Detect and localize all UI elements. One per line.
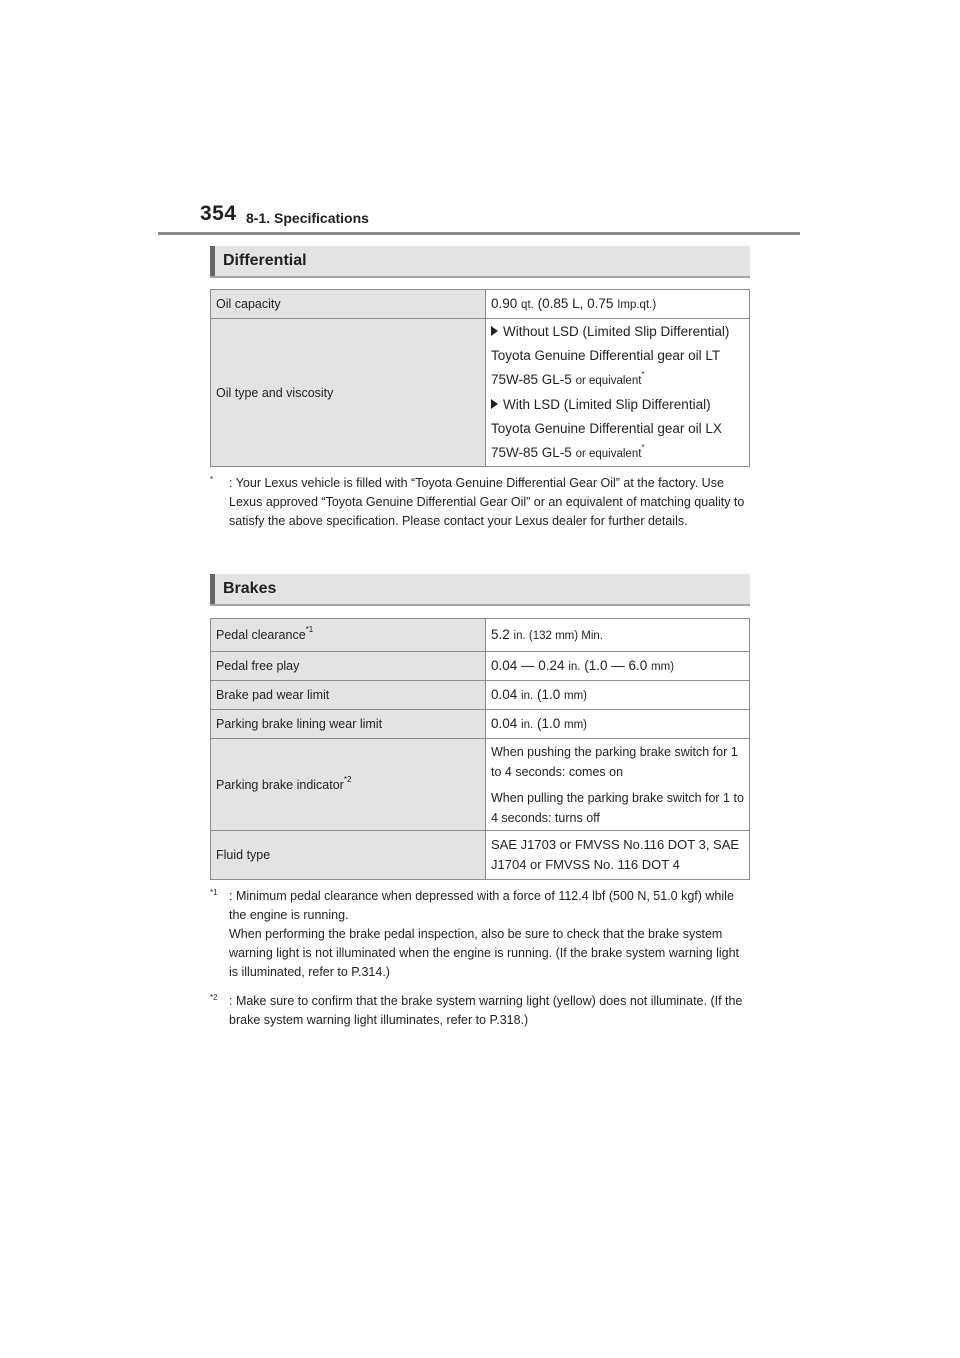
section-title: Brakes: [223, 580, 277, 597]
footnote-text: When performing the brake pedal inspection, also be sure to check that the brake system warning light is not illuminated when the engine is running. (If the brake system warning light is illuminated, refer to P.314.): [229, 927, 739, 979]
table-row-oil-capacity: [211, 290, 750, 319]
row-label: Fluid type: [211, 831, 486, 880]
footnote-mark: *1: [305, 625, 314, 634]
row-label: Pedal free play: [211, 652, 486, 681]
row-label: Oil type and viscosity: [211, 319, 486, 467]
footnote-mark: *: [641, 369, 645, 379]
chapter-title: 8-1. Specifications: [246, 210, 369, 226]
row-value: 0.04 in. (1.0 mm): [486, 710, 750, 739]
value-metric: (0.85 L, 0.75: [537, 295, 614, 311]
table-row-lining-wear-limit: [211, 710, 750, 739]
footnote-text: : Your Lexus vehicle is filled with “Toyota Genuine Differential Gear Oil” at the factory. Use Lexus approved “Toyota Genuine Differential Gear Oil” or an equivalent of matching quality to satisfy the above specification. Please contact your Lexus dealer for further details.: [229, 476, 745, 528]
option-line: 75W-85 GL-5 or equivalent*: [491, 442, 645, 460]
footnote-mark: *: [641, 442, 645, 452]
section-heading-differential: [210, 246, 750, 278]
value-unit: qt.: [521, 298, 534, 311]
triangle-bullet-icon: [491, 326, 498, 336]
table-row-fluid-type: [211, 831, 750, 880]
row-value: [486, 319, 750, 467]
footnote-text: : Make sure to confirm that the brake system warning light (yellow) does not illuminate. (If the brake system warning light illuminates, refer to P.318.): [229, 994, 743, 1027]
section-heading-brakes: [210, 574, 750, 606]
brakes-footnote-2: *2 : Make sure to confirm that the brake system warning light (yellow) does not illuminate. (If the brake system warning light illuminates, refer to P.318.): [210, 992, 750, 1030]
value-number: 0.90: [491, 295, 518, 311]
option-line: Toyota Genuine Differential gear oil LT: [491, 347, 721, 363]
row-label: Oil capacity: [211, 290, 486, 319]
row-value: [486, 290, 750, 319]
indicator-on-text: When pushing the parking brake switch for 1 to 4 seconds: comes on: [491, 744, 738, 779]
row-label: Parking brake lining wear limit: [211, 710, 486, 739]
table-row-pedal-free-play: [211, 652, 750, 681]
table-row-pedal-clearance: [211, 619, 750, 652]
option-heading: Without LSD (Limited Slip Differential): [491, 320, 744, 344]
option-line: 75W-85 GL-5 or equivalent*: [491, 369, 645, 387]
row-value: 0.04 in. (1.0 mm): [486, 681, 750, 710]
row-value: SAE J1703 or FMVSS No.116 DOT 3, SAE J1704 or FMVSS No. 116 DOT 4: [486, 831, 750, 880]
row-value: [486, 739, 750, 831]
value-unit: Imp.qt.): [617, 298, 657, 311]
table-row-brake-pad-wear-limit: [211, 681, 750, 710]
page-number: 354: [200, 202, 237, 225]
row-value: 0.04 — 0.24 in. (1.0 — 6.0 mm): [486, 652, 750, 681]
differential-spec-table: [210, 289, 750, 467]
differential-footnote: * : Your Lexus vehicle is filled with “Toyota Genuine Differential Gear Oil” at the factory. Use Lexus approved “Toyota Genuine Differential Gear Oil” or an equivalent of matching quality to satisfy the above specification. Please contact your Lexus dealer for further details.: [210, 474, 750, 531]
table-row-oil-type: [211, 319, 750, 467]
option-heading: With LSD (Limited Slip Differential): [491, 393, 744, 417]
option-line: Toyota Genuine Differential gear oil LX: [491, 420, 722, 436]
section-accent: [210, 246, 215, 276]
row-label: Parking brake indicator$^{*2}$: [211, 739, 486, 831]
row-label: Pedal clearance$^{*1}$: [211, 619, 486, 652]
indicator-off-text: When pulling the parking brake switch for 1 to 4 seconds: turns off: [491, 790, 744, 825]
table-row-parking-brake-indicator: [211, 739, 750, 831]
footnote-mark: *2: [343, 774, 352, 784]
row-label: Brake pad wear limit: [211, 681, 486, 710]
header-rule: [158, 232, 800, 235]
section-title: Differential: [223, 252, 307, 269]
footnote-text: : Minimum pedal clearance when depressed with a force of 112.4 lbf (500 N, 51.0 kgf) while the engine is running.: [229, 889, 734, 922]
triangle-bullet-icon: [491, 399, 498, 409]
row-value: 5.2 in. (132 mm) Min.: [486, 619, 750, 652]
page-header: [200, 202, 800, 234]
brakes-spec-table: [210, 618, 750, 880]
brakes-footnote-1: *1 : Minimum pedal clearance when depressed with a force of 112.4 lbf (500 N, 51.0 kgf) while the engine is running. When performing the brake pedal inspection, also be sure to check that the brake system warning light is not illuminated when the engine is running. (If the brake system warning light is illuminated, refer to P.314.): [210, 887, 750, 982]
section-accent: [210, 574, 215, 604]
